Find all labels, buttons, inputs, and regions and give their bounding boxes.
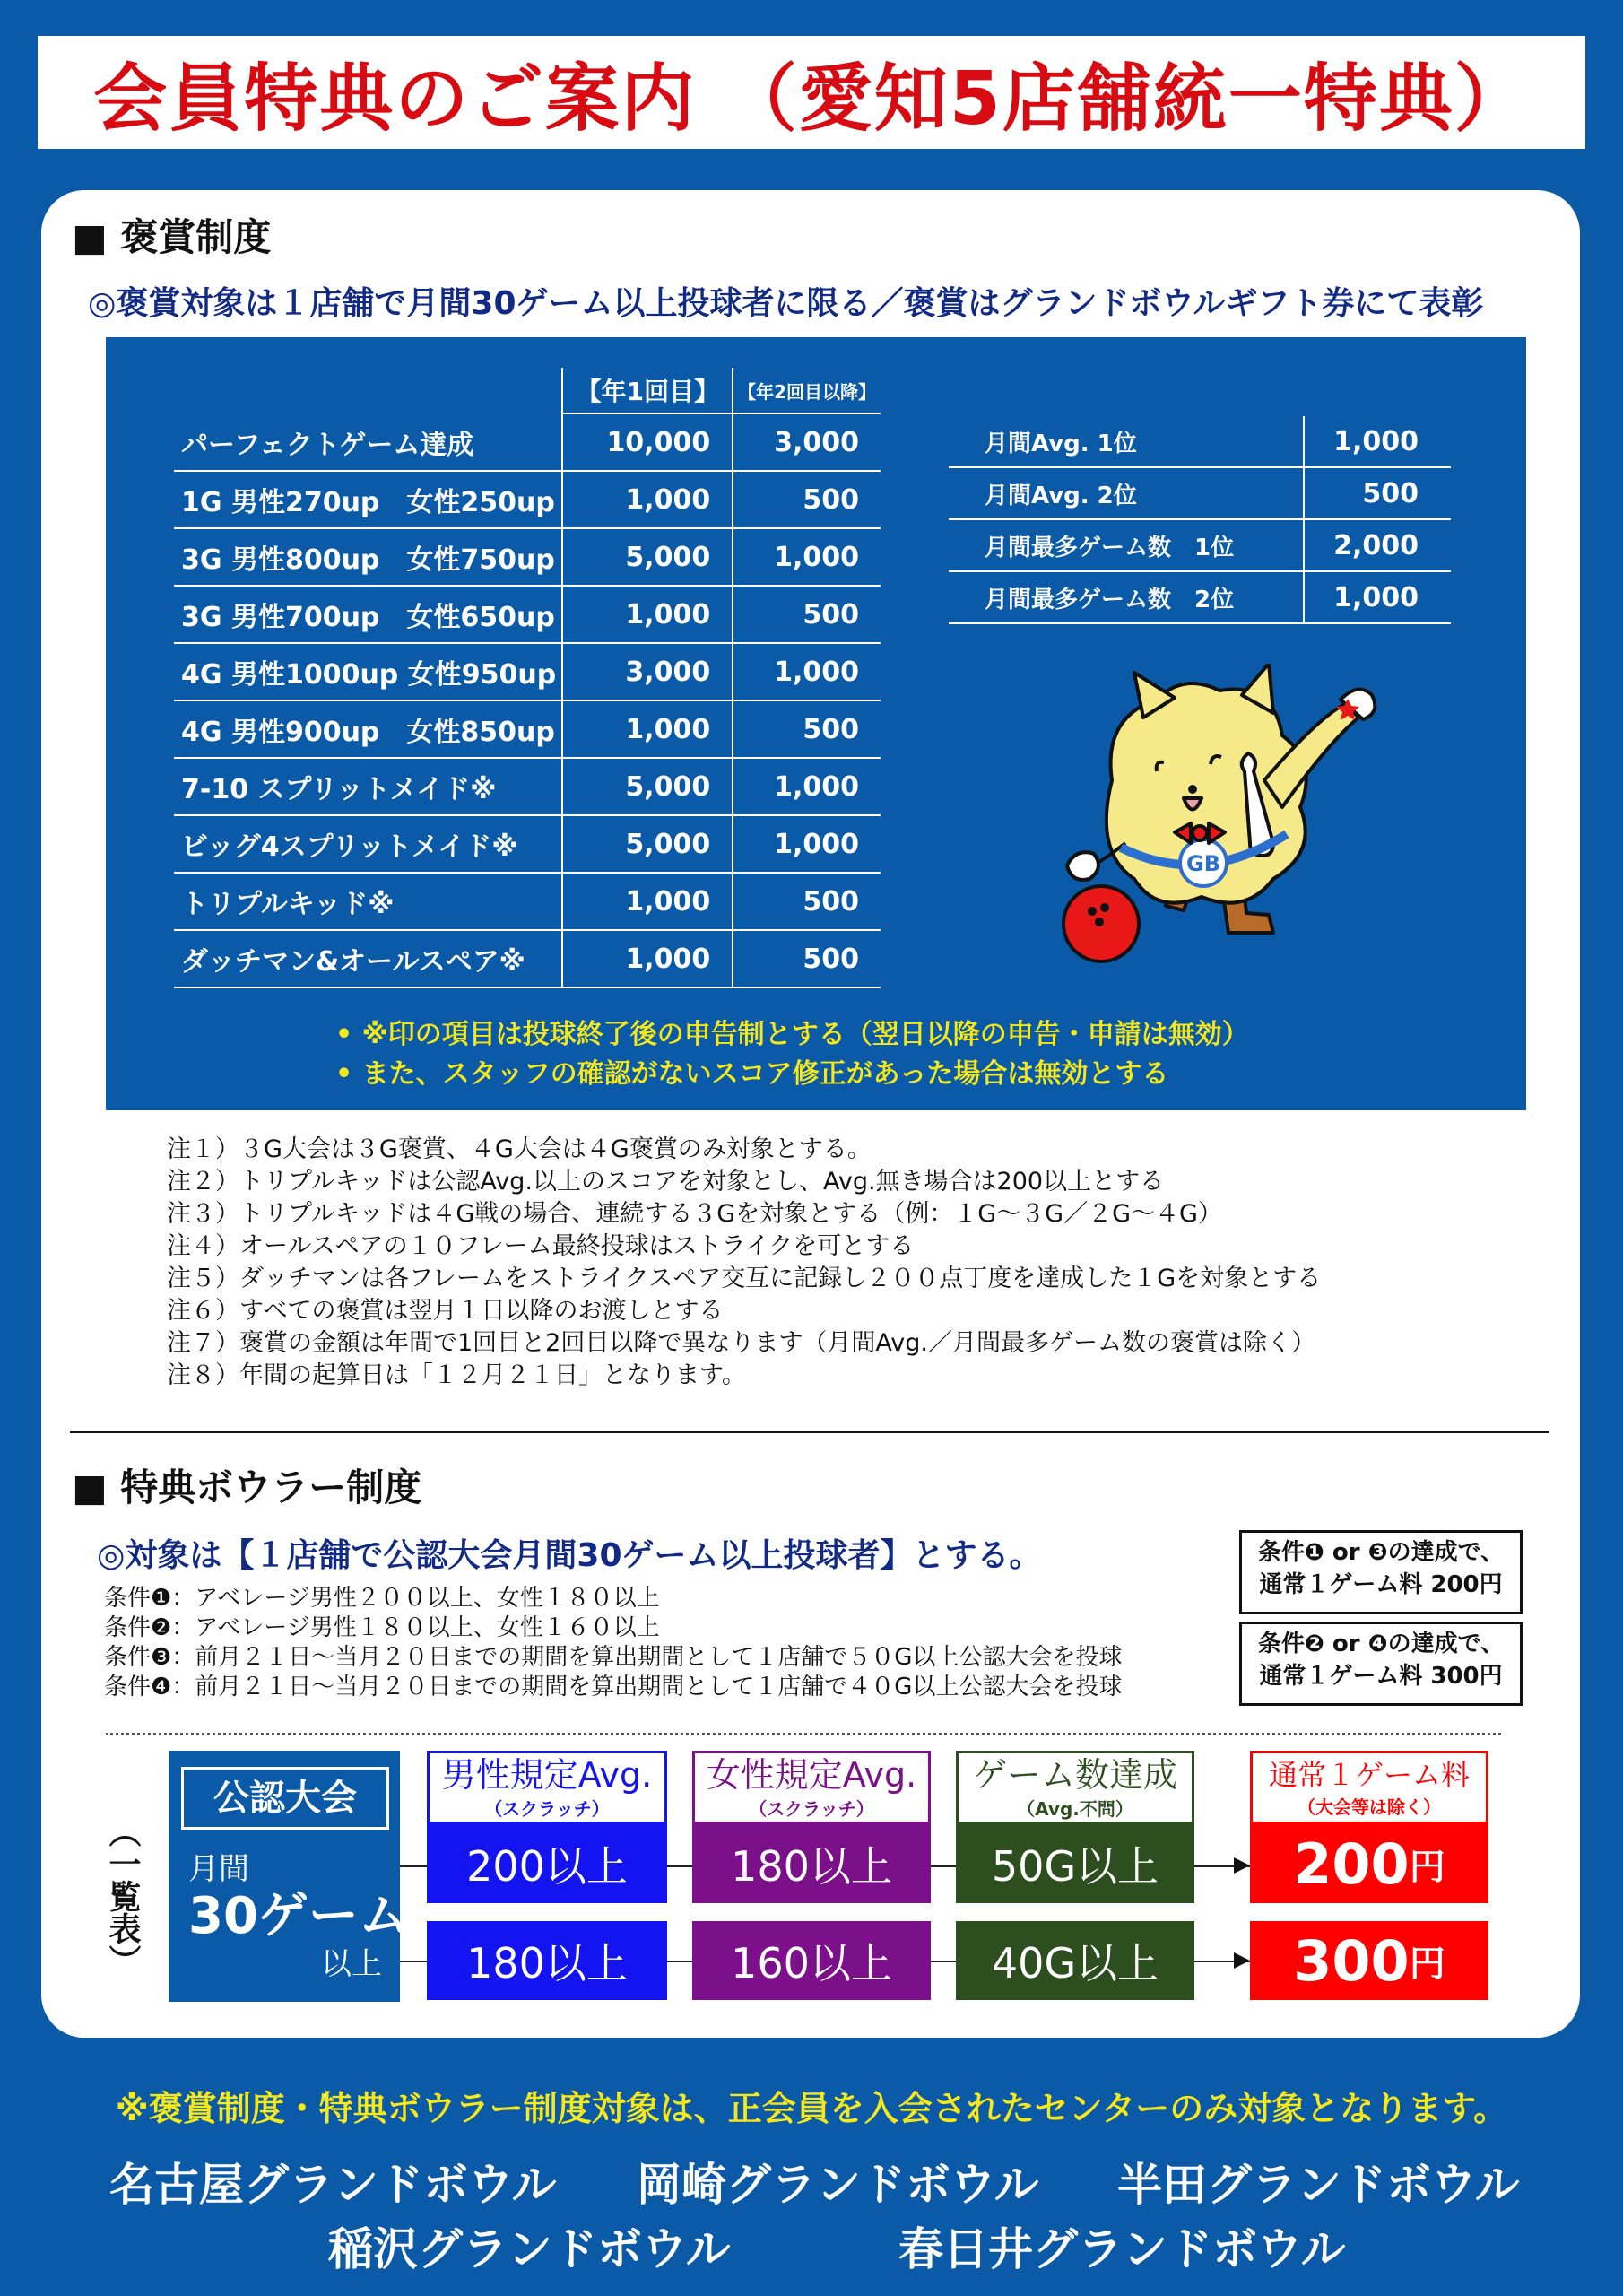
award-second-value: 1,000 — [733, 528, 881, 586]
league-box — [169, 1751, 409, 2002]
mascot-illustration — [1049, 664, 1390, 969]
condition-4: 条件❹：前月２１日～当月２０日までの期間を算出期間として１店舗で４０G以上公認大会を投球 — [104, 1674, 1123, 1700]
footer-note: ※褒賞制度・特典ボウラー制度対象は、正会員を入会されたセンターのみ対象となります。 — [115, 2089, 1508, 2128]
award-row — [174, 643, 881, 700]
award-name: ビッグ4スプリットメイド※ — [174, 815, 562, 873]
center-okazaki: 岡崎グランドボウル — [637, 2159, 1039, 2211]
note-1: 注１）３G大会は３G褒賞、４G大会は４G褒賞のみ対象とする。 — [167, 1135, 872, 1163]
award-second-value: 500 — [733, 700, 881, 758]
award-first-value: 1,000 — [562, 700, 733, 758]
center-inazawa: 稲沢グランドボウル — [328, 2223, 731, 2275]
award-name: 3G 男性800up 女性750up — [174, 528, 562, 586]
fee-tier1 — [1250, 1824, 1488, 1903]
monthly-row — [949, 571, 1451, 623]
condition-3: 条件❸：前月２１日～当月２０日までの期間を算出期間として１店舗で５０G以上公認大会を投球 — [104, 1644, 1123, 1671]
bowler-section-heading: ■ 特典ボウラー制度 — [72, 1465, 422, 1509]
condition-2: 条件❷：アベレージ男性１８０以上、女性１６０以上 — [104, 1614, 660, 1641]
center-nagoya: 名古屋グランドボウル — [109, 2159, 557, 2211]
award-first-value: 1,000 — [562, 930, 733, 987]
award-second-value: 3,000 — [733, 413, 881, 471]
games-sub: （Avg.不問） — [1017, 1797, 1133, 1820]
male-avg-header — [427, 1751, 667, 1824]
fee-sub: （大会等は除く） — [1298, 1796, 1441, 1818]
games-tier1: 50G以上 — [956, 1824, 1194, 1903]
award-first-value: 1,000 — [562, 873, 733, 930]
award-first-value: 10,000 — [562, 413, 733, 471]
monthly-award-name: 月間最多ゲーム数 1位 — [949, 519, 1304, 571]
note-5: 注５）ダッチマンは各フレームをストライクスペア交互に記録し２００点丁度を達成した１Gを対象とする — [167, 1265, 1322, 1292]
award-name: パーフェクトゲーム達成 — [174, 413, 562, 471]
female-avg-tier1: 180以上 — [692, 1824, 931, 1903]
monthly-award-name: 月間Avg. 1位 — [949, 416, 1304, 467]
center-kasugai: 春日井グランドボウル — [898, 2223, 1346, 2275]
male-avg-sub: （スクラッチ） — [484, 1797, 610, 1820]
price-box-300-line1: 条件❷ or ❹の達成で、 — [1257, 1631, 1505, 1657]
award-first-value: 1,000 — [562, 471, 733, 528]
award-row — [174, 528, 881, 586]
monthly-award-value: 2,000 — [1304, 519, 1451, 571]
award-first-value: 5,000 — [562, 815, 733, 873]
award-name: 3G 男性700up 女性650up — [174, 586, 562, 643]
award-section-subheading: ◎褒賞対象は１店舗で月間30ゲーム以上投球者に限る／褒賞はグランドボウルギフト券にて表彰 — [88, 285, 1484, 322]
bowler-conditions — [104, 1584, 1122, 1702]
fee-tier2-unit: 円 — [1409, 1943, 1445, 1985]
monthly-award-value: 1,000 — [1304, 416, 1451, 467]
award-first-value: 1,000 — [562, 586, 733, 643]
award-row — [174, 700, 881, 758]
award-notes — [167, 1134, 1321, 1392]
fee-header — [1250, 1751, 1488, 1824]
award-name: ダッチマン&オールスペア※ — [174, 930, 562, 987]
award-row — [174, 586, 881, 643]
col-second-year: 【年2回目以降】 — [733, 368, 881, 413]
monthly-award-value: 500 — [1304, 467, 1451, 519]
award-row — [174, 815, 881, 873]
monthly-row — [949, 467, 1451, 519]
award-name: 7-10 スプリットメイド※ — [174, 758, 562, 815]
award-row — [174, 930, 881, 987]
overview-label: （一覧表） — [104, 1815, 141, 1977]
league-games: 30ゲーム — [188, 1887, 409, 1945]
female-avg-title: 女性規定Avg. — [706, 1754, 917, 1795]
award-second-value: 500 — [733, 873, 881, 930]
row1-arrow-icon — [1234, 1857, 1250, 1874]
award-rule-2: • また、スタッフの確認がないスコア修正があった場合は無効とする — [335, 1058, 1169, 1090]
award-row — [174, 413, 881, 471]
award-second-value: 1,000 — [733, 758, 881, 815]
fee-title: 通常１ゲーム料 — [1268, 1757, 1470, 1792]
note-3: 注３）トリプルキッドは４G戦の場合、連続する３Gを対象とする（例：１G～３G／２G～４G） — [167, 1200, 1222, 1228]
note-4: 注４）オールスペアの１０フレーム最終投球はストライクを可とする — [167, 1232, 915, 1260]
monthly-row — [949, 416, 1451, 467]
dotted-divider — [106, 1733, 1501, 1735]
bowler-section-subheading: ◎対象は【１店舗で公認大会月間30ゲーム以上投球者】とする。 — [97, 1537, 1042, 1574]
fee-tier2-value: 300 — [1293, 1927, 1410, 1994]
monthly-row — [949, 519, 1451, 571]
female-avg-header — [692, 1751, 931, 1824]
price-box-200-line1: 条件❶ or ❸の達成で、 — [1257, 1539, 1505, 1566]
award-second-value: 1,000 — [733, 815, 881, 873]
league-more: 以上 — [321, 1946, 382, 1982]
monthly-award-value: 1,000 — [1304, 571, 1451, 623]
award-second-value: 1,000 — [733, 643, 881, 700]
note-7: 注７）褒賞の金額は年間で1回目と2回目以降で異なります（月間Avg.／月間最多ゲーム数の褒賞は除く） — [167, 1329, 1315, 1357]
price-box-200-line2: 通常１ゲーム料 200円 — [1259, 1571, 1503, 1598]
award-first-value: 5,000 — [562, 758, 733, 815]
title-banner — [38, 36, 1585, 149]
male-avg-tier1: 200以上 — [427, 1824, 667, 1903]
condition-1: 条件❶：アベレージ男性２００以上、女性１８０以上 — [104, 1585, 660, 1612]
fee-tier2 — [1250, 1921, 1488, 2000]
award-table — [174, 368, 881, 988]
award-second-value: 500 — [733, 930, 881, 987]
award-second-value: 500 — [733, 586, 881, 643]
monthly-award-name: 月間Avg. 2位 — [949, 467, 1304, 519]
award-name: 4G 男性900up 女性850up — [174, 700, 562, 758]
section-divider — [70, 1431, 1549, 1433]
note-8: 注８）年間の起算日は「１２月２１日」となります。 — [167, 1361, 746, 1389]
center-handa: 半田グランドボウル — [1117, 2159, 1520, 2211]
award-section-heading: ■ 褒賞制度 — [72, 215, 272, 259]
monthly-award-table — [949, 416, 1451, 624]
award-row — [174, 471, 881, 528]
fee-tier1-value: 200 — [1293, 1831, 1410, 1897]
award-name: 1G 男性270up 女性250up — [174, 471, 562, 528]
price-box-300 — [1239, 1622, 1523, 1706]
league-title: 公認大会 — [181, 1767, 389, 1830]
league-monthly: 月間 — [188, 1851, 249, 1887]
award-second-value: 500 — [733, 471, 881, 528]
price-box-200 — [1239, 1530, 1523, 1614]
note-6: 注６）すべての褒賞は翌月１日以降のお渡しとする — [167, 1297, 724, 1325]
monthly-award-name: 月間最多ゲーム数 2位 — [949, 571, 1304, 623]
award-row — [174, 873, 881, 930]
award-first-value: 3,000 — [562, 643, 733, 700]
male-avg-title: 男性規定Avg. — [441, 1754, 653, 1795]
price-box-300-line2: 通常１ゲーム料 300円 — [1259, 1663, 1503, 1690]
male-avg-tier2: 180以上 — [427, 1921, 667, 2000]
award-rule-1: • ※印の項目は投球終了後の申告制とする（翌日以降の申告・申請は無効） — [335, 1019, 1249, 1050]
row2-arrow-icon — [1234, 1952, 1250, 1969]
page-title: 会員特典のご案内 （愛知5店舗統一特典） — [93, 56, 1530, 142]
games-header — [956, 1751, 1194, 1824]
fee-tier1-unit: 円 — [1409, 1846, 1445, 1888]
games-title: ゲーム数達成 — [972, 1754, 1177, 1795]
mascot-badge-label: GB — [1186, 851, 1220, 876]
award-row — [174, 758, 881, 815]
col-first-year: 【年1回目】 — [562, 368, 733, 413]
note-2: 注２）トリプルキッドは公認Avg.以上のスコアを対象とし、Avg.無き場合は200以上とする — [167, 1168, 1165, 1196]
female-avg-sub: （スクラッチ） — [749, 1797, 874, 1820]
female-avg-tier2: 160以上 — [692, 1921, 931, 2000]
games-tier2: 40G以上 — [956, 1921, 1194, 2000]
award-name: トリプルキッド※ — [174, 873, 562, 930]
award-first-value: 5,000 — [562, 528, 733, 586]
award-name: 4G 男性1000up 女性950up — [174, 643, 562, 700]
